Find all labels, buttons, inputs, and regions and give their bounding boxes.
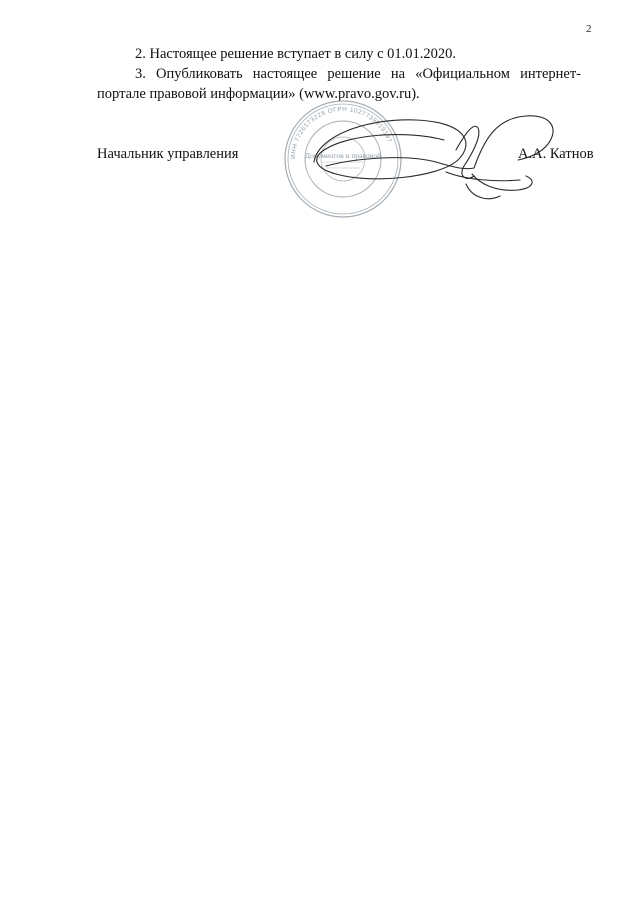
paragraph-effective-date: 2. Настоящее решение вступает в силу с 01.01.2020.	[135, 46, 457, 62]
signer-position-title: Начальник управления	[97, 146, 239, 162]
seal-ring-text: ИНН 7726173226 ОГРН 1027739019197	[289, 105, 394, 160]
signer-name: А.А. Катнов	[518, 146, 594, 162]
seal-inner-text: Документов и правовой	[305, 151, 381, 160]
paragraph-publication: 3. Опубликовать настоящее решение на «Официальном интернет-портале правовой информации» (www.pravo.gov.ru).	[97, 66, 581, 102]
page-number: 2	[586, 23, 592, 35]
